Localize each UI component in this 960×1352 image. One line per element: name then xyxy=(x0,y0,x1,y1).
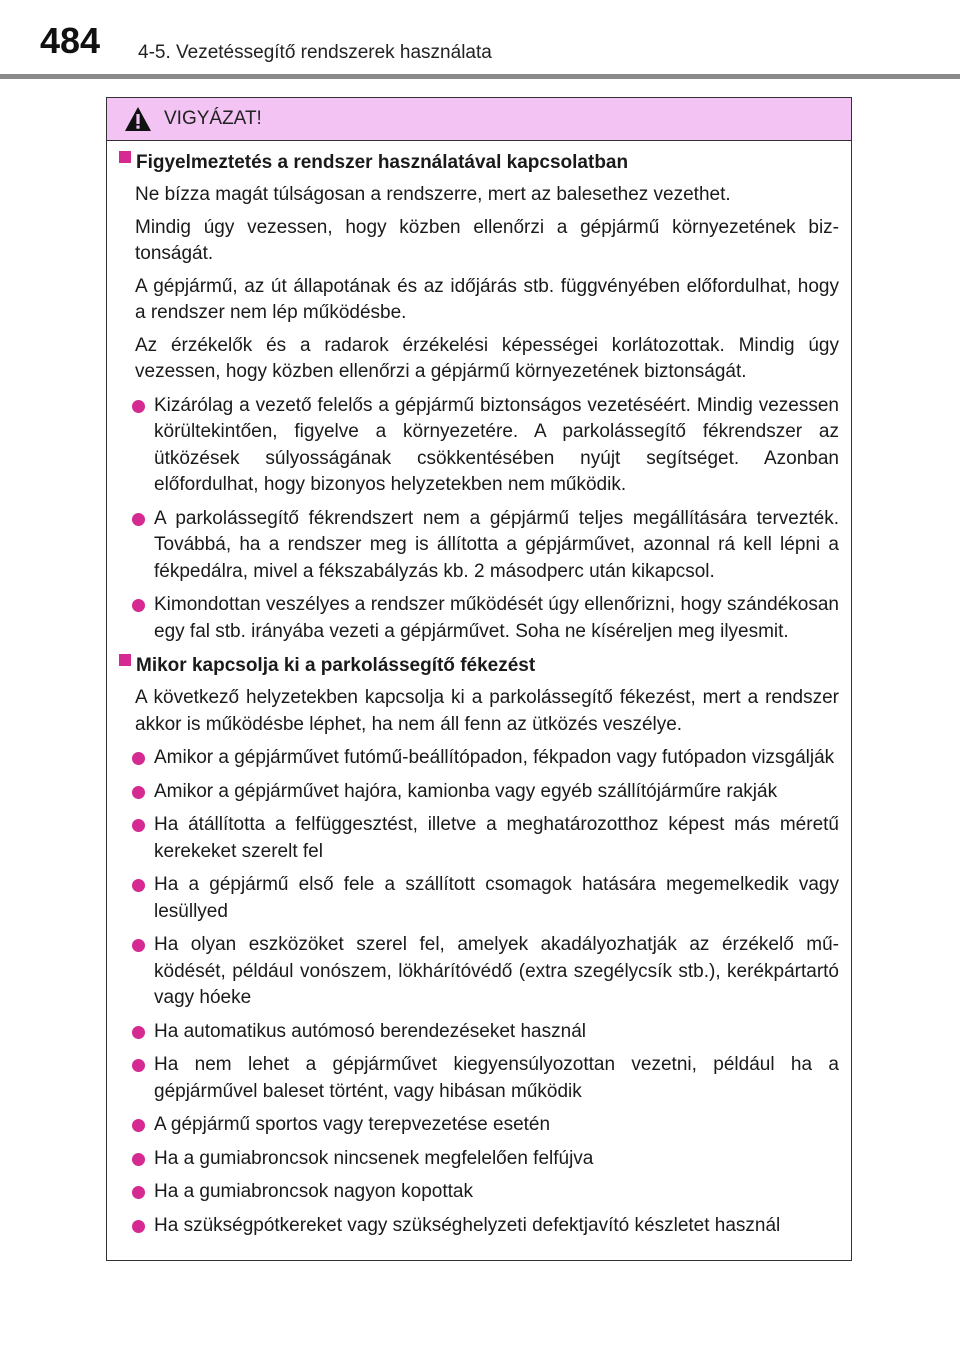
bullet-item: Ha átállította a felfüggesztést, illetve a meghatározotthoz képest más méretű kerekeket szerelt fel xyxy=(154,812,839,865)
bullet-item: Ha automatikus autómosó berendezéseket használ xyxy=(154,1019,839,1046)
paragraph: A következő helyzetekben kapcsolja ki a parkolássegítő fékezést, mert a rendszer akkor is működésbe léphet, ha nem áll fenn az ütközés veszélye. xyxy=(135,687,839,735)
header-rule xyxy=(0,74,960,79)
paragraph: Az érzékelők és a radarok érzékelési képességei korlátozottak. Mindig úgy vezessen, hogy közben ellenőrzi a gépjármű környezetének biztonságát. xyxy=(135,334,839,382)
section-heading: Mikor kapcsolja ki a parkolássegítő fékezést xyxy=(136,653,851,679)
circle-bullet-icon xyxy=(132,1026,145,1039)
circle-bullet-icon xyxy=(132,819,145,832)
circle-bullet-icon xyxy=(132,513,145,526)
bullet-item: Kizárólag a vezető felelős a gépjármű biztonságos vezetéséért. Mindig vezessen körültekintően, figyelve a környezetére. A parkolássegítő fékrendszer az ütközések súlyosságának csökkentésében nyújt segítséget. Azonban előfordulhat, hogy bizonyos helyzetekben nem működik. xyxy=(154,393,839,499)
circle-bullet-icon xyxy=(132,1186,145,1199)
bullet-item: Ha szükségpótkereket vagy szükséghelyzeti defektjavító készletet használ xyxy=(154,1213,839,1240)
circle-bullet-icon xyxy=(132,752,145,765)
bullet-item: Amikor a gépjárművet futómű-beállítópadon, fékpadon vagy futópadon vizsgálják xyxy=(154,745,839,772)
bullet-item: Ha a gumiabroncsok nagyon kopottak xyxy=(154,1179,839,1206)
circle-bullet-icon xyxy=(132,939,145,952)
circle-bullet-icon xyxy=(132,786,145,799)
warning-header xyxy=(107,98,851,141)
square-bullet-icon xyxy=(119,654,131,666)
bullet-item: Ha a gépjármű első fele a szállított csomagok hatására megemelkedik vagy lesüllyed xyxy=(154,872,839,925)
circle-bullet-icon xyxy=(132,1119,145,1132)
page-number: 484 xyxy=(40,20,101,61)
square-bullet-icon xyxy=(119,151,131,163)
warning-content xyxy=(107,150,851,1239)
paragraph: Ne bízza magát túlságosan a rendszerre, mert az balesethez vezethet. xyxy=(135,184,731,205)
circle-bullet-icon xyxy=(132,400,145,413)
circle-bullet-icon xyxy=(132,599,145,612)
circle-bullet-icon xyxy=(132,1220,145,1233)
circle-bullet-icon xyxy=(132,1153,145,1166)
circle-bullet-icon xyxy=(132,879,145,892)
section-heading: Figyelmeztetés a rendszer használatával kapcsolatban xyxy=(136,150,851,176)
bullet-item: Ha nem lehet a gépjárművet kiegyensúlyozottan vezetni, például ha a gépjárművel baleset történt, vagy hibásan működik xyxy=(154,1052,839,1105)
paragraph: Mindig úgy vezessen, hogy közben ellenőrzi a gépjármű környezetének biztonságát. xyxy=(135,216,839,264)
bullet-item: Ha olyan eszközöket szerel fel, amelyek akadályozhatják az érzékelő működését, például vonószem, lökhárítóvédő (extra szegélycsík stb.), kerékpártartó vagy hóeke xyxy=(154,932,839,1012)
warning-box xyxy=(106,97,852,1261)
paragraph: A gépjármű, az út állapotának és az időjárás stb. függvényében előfordulhat, hogy a rendszer nem lép működésbe. xyxy=(135,275,839,323)
bullet-item: A gépjármű sportos vagy terepvezetése esetén xyxy=(154,1112,839,1139)
circle-bullet-icon xyxy=(132,1059,145,1072)
section-title: 4-5. Vezetéssegítő rendszerek használata xyxy=(138,42,492,63)
warning-label: VIGYÁZAT! xyxy=(164,108,262,129)
bullet-item: Amikor a gépjárművet hajóra, kamionba vagy egyéb szállítójárműre rakják xyxy=(154,779,839,806)
bullet-item: A parkolássegítő fékrendszert nem a gépjármű teljes megállítására tervezték. Továbbá, ha a rendszer meg is állította a gépjárművet, azonnal rá kell lépni a fékpedálra, mivel a fékszabályzás kb. 2 másodperc után kikapcsol. xyxy=(154,506,839,586)
warning-triangle-icon xyxy=(124,106,152,132)
page-header xyxy=(0,0,960,82)
bullet-item: Ha a gumiabroncsok nincsenek megfelelően felfújva xyxy=(154,1146,839,1173)
bullet-item: Kimondottan veszélyes a rendszer működését úgy ellenőrizni, hogy szándékosan egy fal stb. irányába vezeti a gépjárművet. Soha ne kíséreljen meg ilyesmit. xyxy=(154,592,839,645)
